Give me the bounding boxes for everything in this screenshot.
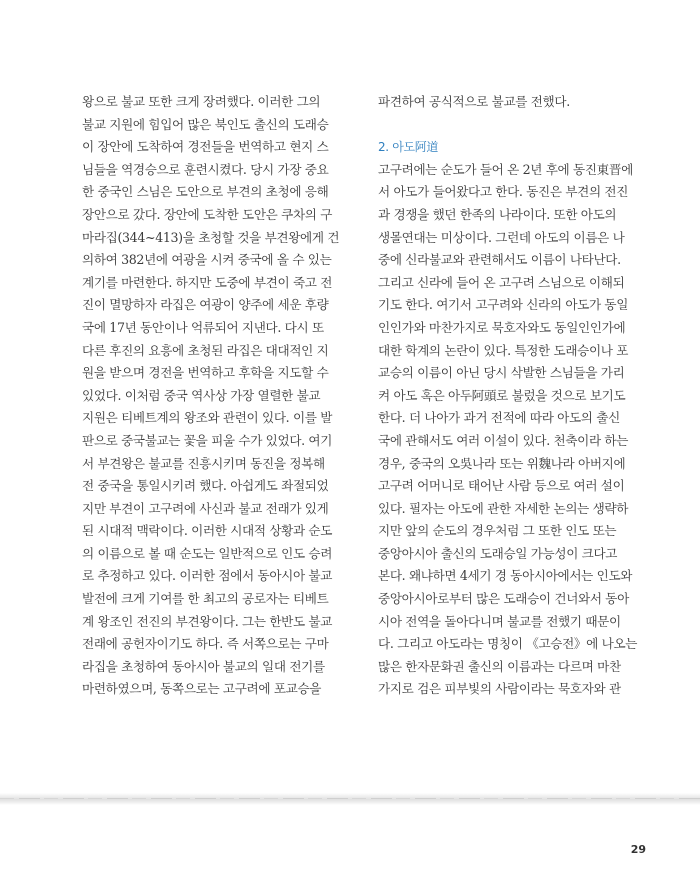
body-text-line: 서 부견왕은 불교를 진흥시키며 동진을 정복해 (82, 455, 325, 471)
body-text-line: 마라집(344~413)을 초청할 것을 부견왕에게 건 (82, 229, 340, 245)
body-text-line: 그리고 신라에 들어 온 고구려 스님으로 이해되 (378, 274, 625, 290)
body-text-line: 진이 멸망하자 라집은 여광이 양주에 세운 후량 (82, 297, 329, 313)
body-text-line: 지원은 티베트계의 왕조와 관련이 있다. 이를 발 (82, 410, 333, 426)
page-divider (0, 793, 700, 805)
body-text-line: 있었다. 이처럼 중국 역사상 가장 열렬한 불교 (82, 387, 321, 403)
body-text-line: 기도 한다. 여기서 고구려와 신라의 아도가 동일 (378, 297, 629, 313)
body-text-line: 중앙아시아로부터 많은 도래승이 건너와서 동아 (378, 591, 629, 607)
body-text-line: 중앙아시아 출신의 도래승일 가능성이 크다고 (378, 545, 618, 561)
body-text-line: 고구려에는 순도가 들어 온 2년 후에 동진東晋에 (378, 161, 633, 177)
paragraph-gap (378, 114, 648, 137)
body-text-line: 계 왕조인 전진의 부견왕이다. 그는 한반도 불교 (82, 613, 333, 629)
body-text-line: 님들을 역경승으로 훈련시켰다. 당시 가장 중요 (82, 161, 329, 177)
body-text-line: 교승의 이름이 아닌 당시 삭발한 스님들을 가리 (378, 365, 625, 381)
left-column (82, 91, 354, 701)
body-text-line: 중에 신라불교와 관련해서도 이름이 나타난다. (378, 252, 621, 268)
body-text-line: 경우, 중국의 오吳나라 또는 위魏나라 아버지에 (378, 455, 626, 471)
body-text-line: 국에 관해서도 여러 이설이 있다. 천축이라 하는 (378, 432, 629, 448)
body-text-line: 한다. 더 나아가 과거 전적에 따라 아도의 출신 (378, 410, 620, 426)
body-text-line: 의하여 382년에 여광을 시켜 중국에 올 수 있는 (82, 252, 332, 268)
body-text-line: 있다. 필자는 아도에 관한 자세한 논의는 생략하 (378, 500, 629, 516)
section-heading: 2. 아도阿道 (378, 140, 438, 155)
body-text-line: 가지로 검은 피부빛의 사람이라는 묵호자와 관 (378, 681, 621, 697)
body-text-line: 생몰연대는 미상이다. 그런데 아도의 이름은 나 (378, 229, 625, 245)
body-text-line: 전래에 공헌자이기도 하다. 즉 서쪽으로는 구마 (82, 636, 329, 652)
body-text-line: 장안으로 갔다. 장안에 도착한 도안은 쿠차의 구 (82, 206, 333, 222)
body-text-line: 로 추정하고 있다. 이러한 점에서 동아시아 불교 (82, 568, 333, 584)
body-text-line: 과 경쟁을 했던 한족의 나라이다. 또한 아도의 (378, 206, 617, 222)
body-text-line: 불교 지원에 힘입어 많은 북인도 출신의 도래승 (82, 116, 329, 132)
body-text-line: 고구려 어머니로 태어난 사람 등으로 여러 설이 (378, 478, 625, 494)
body-text-line: 대한 학계의 논란이 있다. 특정한 도래승이나 포 (378, 342, 629, 358)
body-text-line: 다. 그리고 아도라는 명칭이 《고승전》에 나오는 (378, 636, 638, 652)
page-number: 29 (630, 843, 646, 856)
body-text-line: 발전에 크게 기여를 한 최고의 공로자는 티베트 (82, 591, 329, 607)
body-text-line: 국에 17년 동안이나 억류되어 지낸다. 다시 또 (82, 319, 324, 335)
body-text-line: 켜 아도 혹은 아두阿頭로 불렀을 것으로 보기도 (378, 387, 626, 403)
body-text-line: 원을 받으며 경전을 번역하고 후학을 지도할 수 (82, 365, 329, 381)
body-text-line: 마련하였으며, 동쪽으로는 고구려에 포교승을 (82, 681, 322, 697)
right-column-body (378, 159, 648, 701)
right-column-lead-line: 파견하여 공식적으로 불교를 전했다. (378, 94, 570, 109)
body-text-line: 인인가와 마찬가지로 묵호자와도 동일인인가에 (378, 319, 626, 335)
body-text-line: 의 이름으로 볼 때 순도는 일반적으로 인도 승려 (82, 545, 333, 561)
body-text-line: 된 시대적 맥락이다. 이러한 시대적 상황과 순도 (82, 523, 333, 539)
body-text-line: 판으로 중국불교는 꽃을 피울 수가 있었다. 여기 (82, 432, 333, 448)
body-text-line: 한 중국인 스님은 도안으로 부견의 초청에 응해 (82, 184, 329, 200)
body-text-line: 지만 부견이 고구려에 사신과 불교 전래가 있게 (82, 500, 329, 516)
body-text-line: 이 장안에 도착하여 경전들을 번역하고 현지 스 (82, 139, 329, 155)
right-column (378, 91, 648, 701)
body-text-line: 계기를 마련한다. 하지만 도중에 부견이 죽고 전 (82, 274, 333, 290)
body-text-line: 다른 후진의 요흥에 초청된 라집은 대대적인 지 (82, 342, 329, 358)
body-text-line: 왕으로 불교 또한 크게 장려했다. 이러한 그의 (82, 94, 321, 109)
body-text-line: 서 아도가 들어왔다고 한다. 동진은 부견의 전진 (378, 184, 629, 200)
body-text-line: 많은 한자문화권 출신의 이름과는 다르며 마찬 (378, 658, 621, 674)
body-text-line: 시아 전역을 돌아다니며 불교를 전했기 때문이 (378, 613, 621, 629)
body-text-line: 본다. 왜냐하면 4세기 경 동아시아에서는 인도와 (378, 568, 633, 584)
body-text-line: 지만 앞의 순도의 경우처럼 그 또한 인도 또는 (378, 523, 617, 539)
body-text-line: 전 중국을 통일시키려 했다. 아쉽게도 좌절되었 (82, 478, 329, 494)
body-text-line: 라집을 초청하여 동아시아 불교의 일대 전기를 (82, 658, 325, 674)
